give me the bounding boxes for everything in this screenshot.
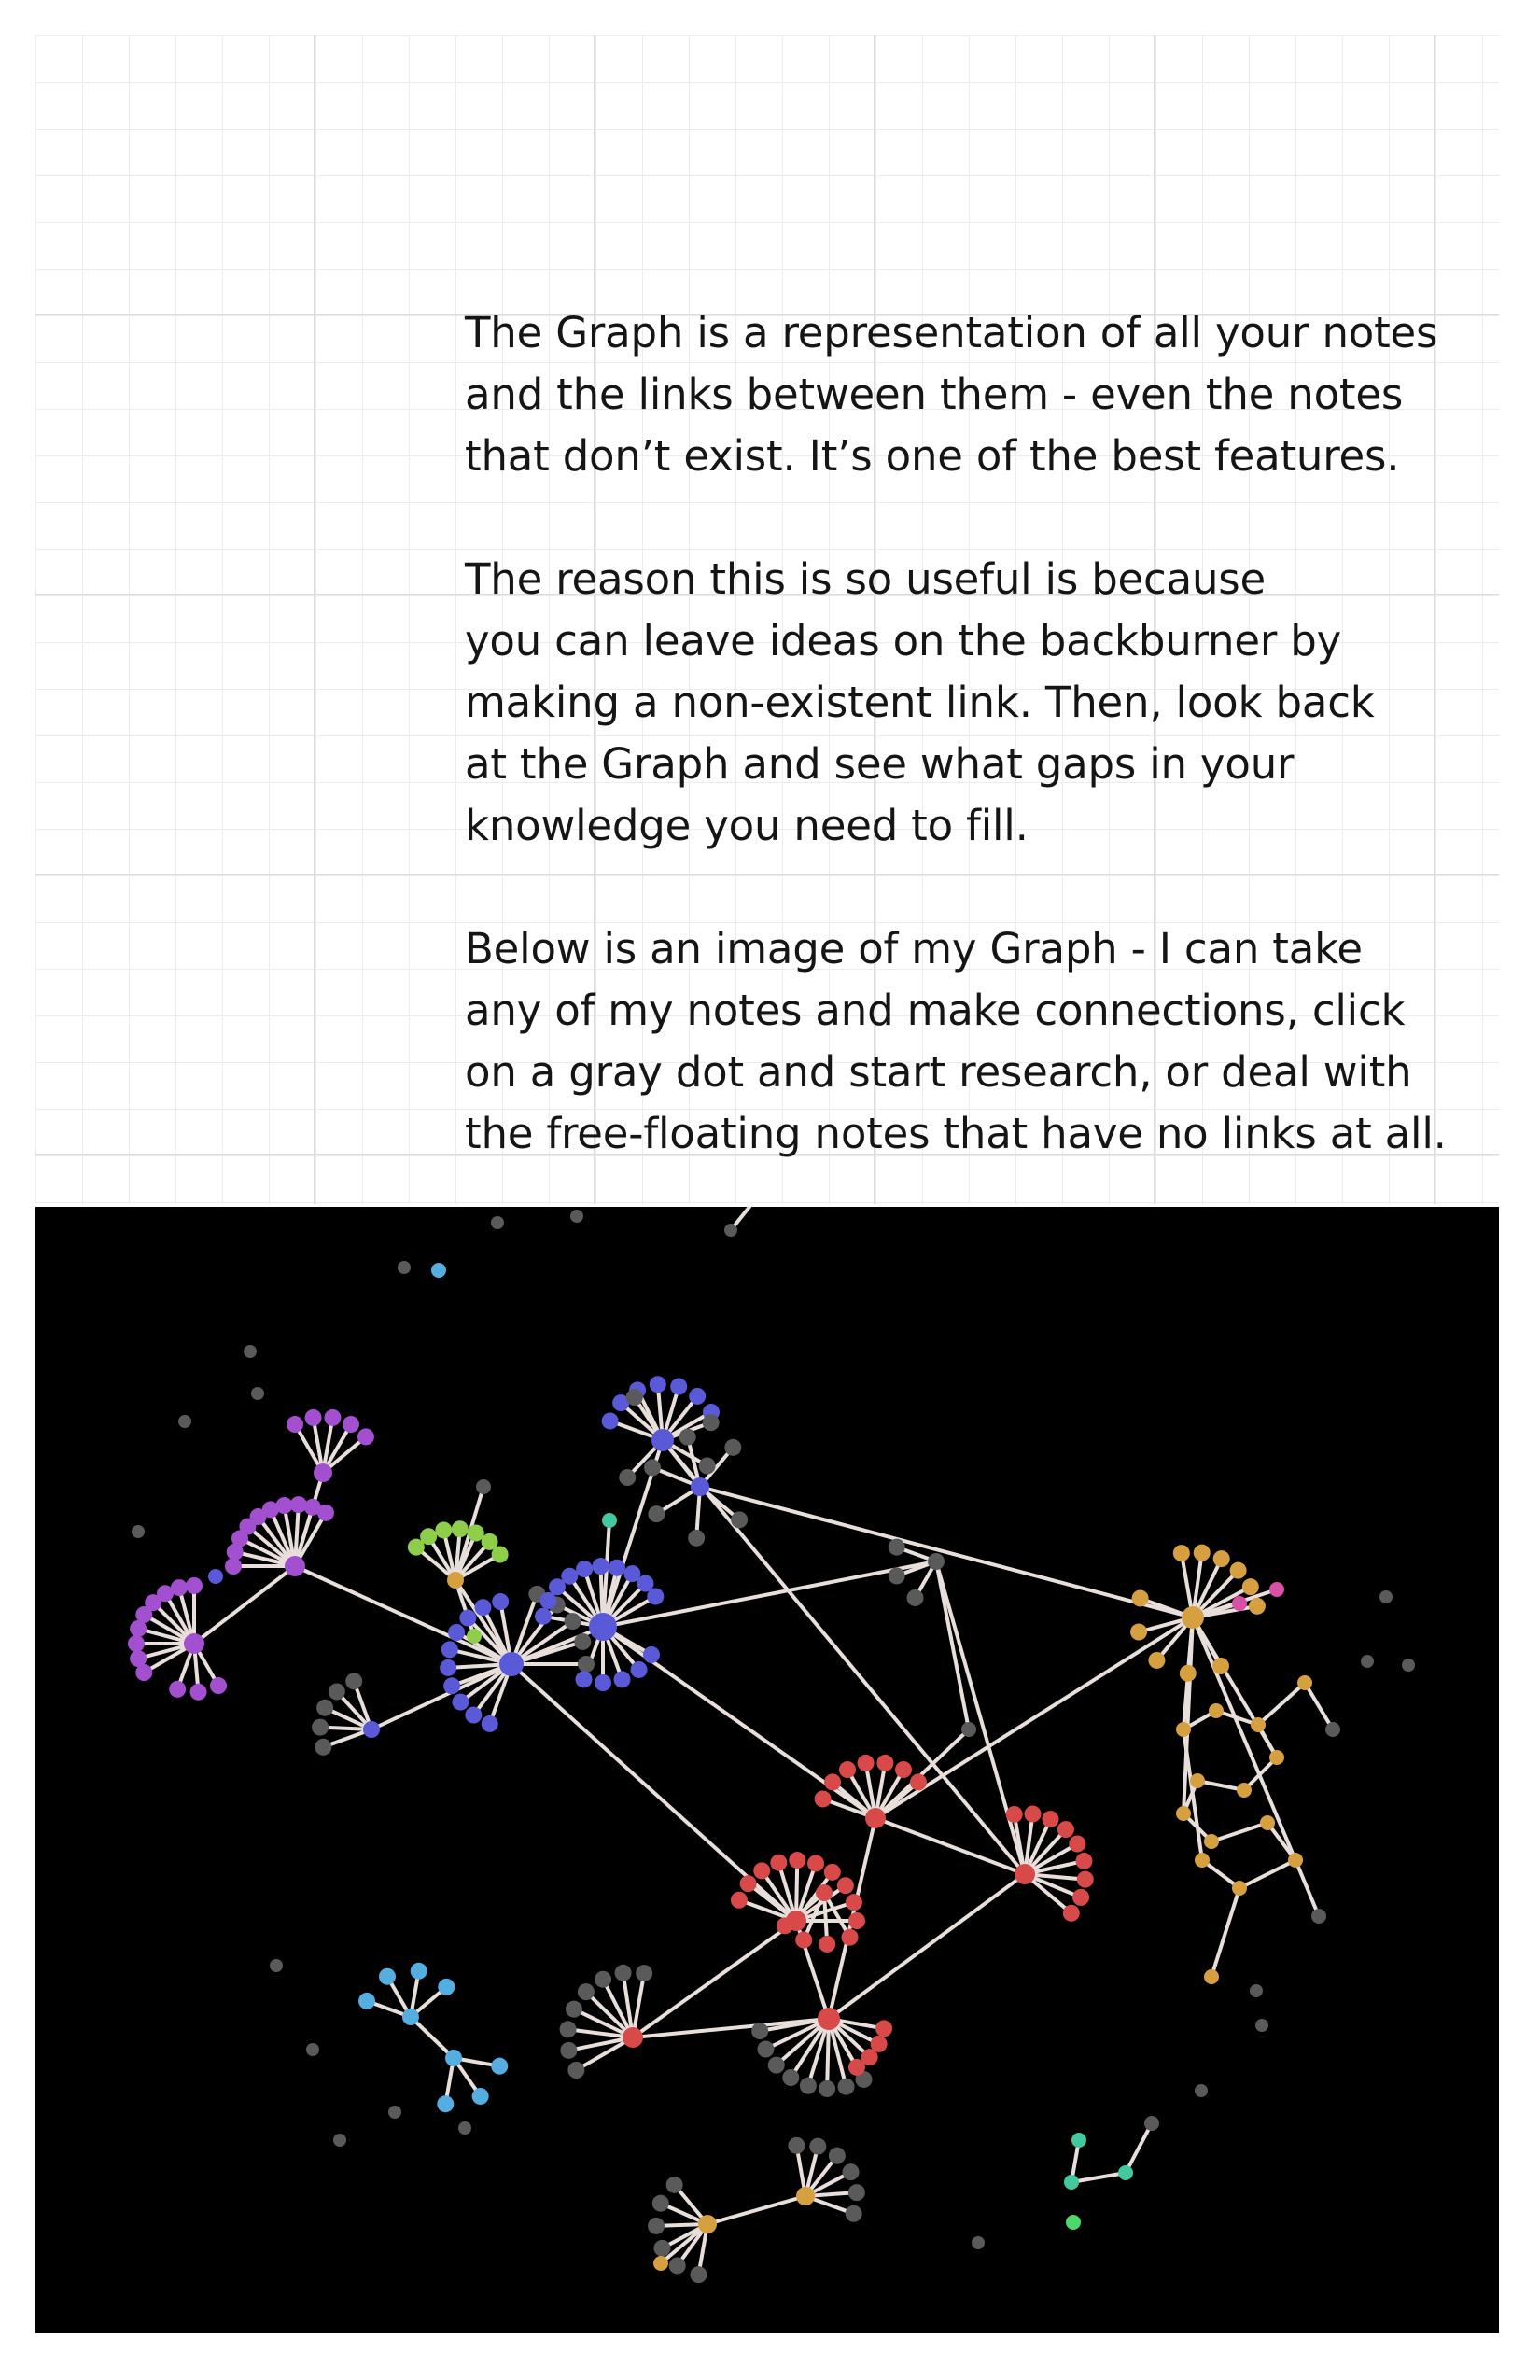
graph-node — [602, 1412, 619, 1429]
graph-node — [316, 1700, 333, 1716]
text-line: at the Graph and see what gaps in your — [465, 739, 1295, 789]
graph-node — [626, 1389, 643, 1406]
graph-node — [688, 1530, 705, 1547]
graph-node — [1064, 2175, 1079, 2190]
graph-link — [875, 1729, 969, 1818]
graph-view-image — [35, 1207, 1499, 2333]
graph-node — [1212, 1658, 1229, 1674]
graph-link — [1183, 1729, 1202, 1860]
graph-node — [895, 1761, 912, 1778]
graph-node — [574, 1633, 591, 1650]
graph-link — [1295, 1860, 1319, 1916]
graph-network — [35, 1207, 1499, 2333]
graph-node — [1176, 1806, 1191, 1821]
graph-node — [753, 1862, 770, 1879]
graph-node — [910, 1773, 927, 1790]
graph-hub-node — [447, 1572, 464, 1589]
graph-node — [724, 1224, 737, 1237]
graph-node — [846, 1894, 862, 1911]
graph-node — [731, 1511, 748, 1528]
graph-link — [1211, 1888, 1239, 1977]
graph-node — [578, 1656, 595, 1673]
graph-node — [472, 2088, 489, 2105]
graph-node — [317, 1505, 334, 1521]
graph-node — [1311, 1909, 1326, 1924]
paragraph-graph-intro — [465, 302, 1491, 487]
graph-node — [815, 1790, 832, 1807]
graph-node — [276, 1497, 293, 1514]
graph-hub-node — [445, 2050, 462, 2066]
graph-hub-node — [499, 1652, 524, 1676]
graph-node — [1325, 1722, 1340, 1737]
graph-link — [1126, 2123, 1152, 2173]
graph-node — [1132, 1589, 1149, 1606]
graph-link — [1193, 1617, 1295, 1860]
graph-node — [1071, 2133, 1086, 2148]
floating-note-node — [388, 2106, 401, 2119]
graph-node — [666, 2177, 683, 2193]
graph-node — [128, 1635, 145, 1652]
floating-note-node — [458, 2121, 471, 2135]
graph-node — [631, 1661, 648, 1678]
graph-node — [312, 1719, 329, 1736]
graph-node — [560, 2021, 577, 2037]
graph-node — [1230, 1562, 1247, 1579]
graph-node — [560, 2042, 577, 2059]
graph-hub-node — [1182, 1606, 1204, 1629]
graph-node — [1148, 1652, 1165, 1669]
graph-node — [842, 1929, 859, 1946]
graph-hub-node — [1015, 1864, 1035, 1884]
graph-link — [1211, 1823, 1267, 1841]
graph-node — [829, 2148, 846, 2164]
graph-node — [343, 1416, 359, 1433]
graph-node — [1242, 1578, 1259, 1595]
graph-node — [190, 1684, 207, 1701]
graph-node — [652, 2195, 669, 2212]
graph-node — [1204, 1834, 1219, 1849]
paragraph-why-useful — [465, 549, 1491, 857]
graph-node — [329, 1683, 345, 1700]
graph-node — [1180, 1665, 1197, 1682]
graph-node — [592, 1558, 609, 1575]
graph-node — [848, 1912, 865, 1929]
graph-hub-node — [363, 1721, 380, 1738]
graph-hub-node — [818, 2008, 840, 2030]
text-line: you can leave ideas on the backburner by — [465, 616, 1342, 665]
graph-node — [843, 2163, 860, 2180]
article-text — [465, 302, 1491, 1165]
floating-note-node — [570, 1210, 583, 1223]
graph-node — [703, 1414, 720, 1431]
graph-edges — [136, 1207, 1333, 2275]
graph-node — [492, 1593, 509, 1610]
graph-node — [1063, 1905, 1080, 1922]
floating-note-node — [208, 1569, 223, 1584]
graph-node — [788, 2137, 805, 2154]
text-line: on a gray dot and start research, or deal with — [465, 1047, 1412, 1097]
graph-link — [936, 1561, 969, 1729]
graph-node — [839, 1761, 856, 1778]
graph-node — [1195, 1853, 1210, 1868]
graph-node — [819, 1936, 835, 1953]
graph-node — [679, 1429, 696, 1446]
graph-node — [287, 1416, 303, 1433]
graph-node — [647, 1589, 664, 1605]
graph-node — [186, 1577, 203, 1594]
graph-node — [210, 1677, 227, 1694]
graph-node — [907, 1589, 924, 1606]
graph-node — [848, 2184, 865, 2201]
floating-note-node — [491, 1216, 504, 1229]
floating-note-node — [1195, 2084, 1208, 2097]
graph-link — [707, 2196, 805, 2224]
graph-node — [731, 1892, 748, 1909]
graph-hub-node — [589, 1613, 617, 1641]
graph-node — [345, 1673, 362, 1689]
graph-node — [848, 2059, 865, 2076]
graph-node — [1144, 2116, 1159, 2131]
graph-node — [465, 1707, 482, 1724]
graph-node — [437, 2095, 454, 2112]
graph-node — [539, 1592, 556, 1609]
graph-node — [643, 1646, 660, 1663]
graph-node — [1237, 1783, 1252, 1798]
floating-note-node — [1250, 1984, 1263, 1997]
graph-node — [757, 2041, 774, 2058]
graph-node — [724, 1439, 741, 1456]
graph-node — [876, 1755, 893, 1771]
text-line: The Graph is a representation of all your notes — [465, 308, 1438, 357]
floating-note-node — [306, 2043, 319, 2056]
text-line: that don’t exist. It’s one of the best features. — [465, 431, 1400, 481]
floating-note-node — [270, 1959, 283, 1972]
graph-node — [751, 2023, 768, 2039]
graph-node — [290, 1496, 307, 1513]
graph-node — [1069, 1836, 1085, 1853]
graph-node — [1204, 1969, 1219, 1984]
graph-node — [467, 1629, 482, 1644]
graph-node — [474, 1599, 491, 1616]
graph-node — [1251, 1717, 1266, 1732]
graph-node — [225, 1558, 242, 1575]
graph-link — [1193, 1617, 1277, 1757]
paragraph-image-caption — [465, 918, 1491, 1165]
text-line: Below is an image of my Graph - I can take — [465, 924, 1363, 973]
graph-node — [1173, 1545, 1190, 1561]
graph-node — [824, 1864, 841, 1881]
floating-note-node — [1361, 1655, 1374, 1668]
graph-node — [824, 1773, 841, 1790]
graph-node — [648, 2218, 665, 2234]
graph-link — [411, 2017, 454, 2058]
graph-node — [1057, 1821, 1074, 1838]
graph-hub-node — [796, 2187, 815, 2205]
graph-node — [1209, 1703, 1224, 1718]
graph-node — [699, 1458, 716, 1475]
graph-node — [837, 1877, 854, 1894]
graph-node — [1213, 1550, 1230, 1567]
graph-node — [609, 1560, 625, 1576]
graph-node — [1297, 1675, 1312, 1690]
graph-node — [441, 1641, 458, 1658]
graph-node — [561, 1568, 578, 1585]
graph-node — [1072, 1889, 1089, 1906]
graph-node — [670, 1379, 687, 1395]
graph-node — [782, 2069, 799, 2086]
graph-node — [411, 1963, 427, 1980]
graph-hub-node — [402, 2009, 419, 2025]
graph-node — [1118, 2165, 1133, 2180]
graph-node — [171, 1579, 188, 1596]
floating-note-node — [333, 2134, 346, 2147]
graph-node — [476, 1479, 491, 1494]
graph-link — [633, 1921, 796, 2037]
graph-node — [1077, 1871, 1094, 1888]
graph-hub-node — [816, 1884, 833, 1901]
graph-node — [459, 1610, 476, 1627]
floating-note-node — [1379, 1590, 1393, 1603]
graph-link — [1239, 1860, 1295, 1888]
graph-node — [648, 1505, 665, 1522]
graph-node — [777, 1917, 793, 1934]
text-line: making a non-existent link. Then, look back — [465, 678, 1375, 727]
graph-node — [130, 1650, 147, 1667]
graph-node — [492, 1547, 509, 1563]
floating-note-node — [398, 1261, 411, 1274]
graph-node — [602, 1513, 617, 1528]
graph-hub-node — [651, 1429, 674, 1451]
graph-node — [889, 1539, 905, 1556]
graph-node — [889, 1567, 905, 1584]
graph-node — [452, 1520, 469, 1537]
graph-node — [566, 2001, 582, 2018]
graph-node — [768, 2057, 785, 2074]
graph-node — [468, 1524, 484, 1541]
graph-node — [595, 1674, 611, 1691]
graph-node — [644, 1459, 661, 1476]
graph-node — [1194, 1545, 1211, 1561]
graph-node — [614, 1671, 631, 1687]
graph-node — [578, 1983, 595, 2000]
graph-node — [1024, 1806, 1041, 1823]
graph-node — [740, 1875, 757, 1892]
graph-node — [819, 2080, 835, 2097]
graph-node — [650, 1376, 666, 1393]
floating-note-node — [972, 2236, 985, 2249]
graph-node — [315, 1739, 331, 1756]
graph-node — [358, 1993, 375, 2009]
text-line: any of my notes and make connections, click — [465, 986, 1406, 1035]
graph-node — [438, 1979, 455, 1995]
floating-note-node — [251, 1387, 264, 1400]
graph-node — [1190, 1773, 1205, 1788]
graph-link — [1305, 1683, 1333, 1729]
text-line: the free-floating notes that have no links at all. — [465, 1109, 1447, 1158]
floating-note-node — [178, 1415, 191, 1428]
graph-hub-node — [691, 1477, 709, 1496]
graph-hub-node — [623, 2027, 643, 2048]
graph-node — [653, 2240, 670, 2257]
graph-node — [961, 1722, 976, 1737]
graph-node — [789, 1852, 805, 1869]
graph-node — [1232, 1881, 1247, 1896]
graph-node — [1269, 1582, 1284, 1597]
graph-link — [1071, 2173, 1126, 2182]
graph-hub-node — [184, 1633, 204, 1654]
graph-node — [1232, 1596, 1247, 1611]
graph-node — [1006, 1806, 1023, 1823]
graph-node — [690, 2266, 707, 2283]
floating-note-node — [1402, 1659, 1415, 1672]
graph-node — [452, 1694, 469, 1711]
floating-note-node — [1255, 2019, 1268, 2032]
graph-node — [1260, 1815, 1275, 1830]
graph-node — [619, 1469, 636, 1486]
graph-node — [858, 1755, 875, 1771]
graph-node — [576, 1561, 593, 1577]
floating-note-node — [431, 1263, 446, 1278]
text-line: knowledge you need to fill. — [465, 801, 1029, 850]
graph-link — [1258, 1683, 1305, 1725]
graph-node — [448, 1624, 465, 1641]
graph-node — [800, 2078, 817, 2094]
graph-hub-node — [928, 1553, 945, 1570]
graph-node — [535, 1608, 552, 1625]
graph-node — [357, 1428, 374, 1445]
graph-hub-node — [314, 1463, 332, 1482]
graph-node — [1075, 1853, 1092, 1869]
graph-hub-node — [698, 2215, 717, 2233]
floating-note-node — [244, 1345, 257, 1358]
graph-node — [770, 1855, 787, 1871]
graph-hub-node — [865, 1808, 886, 1828]
text-line: The reason this is so useful is because — [465, 554, 1267, 604]
graph-link — [663, 1440, 1025, 1874]
graph-node — [482, 1715, 498, 1732]
graph-node — [795, 1932, 812, 1949]
graph-node — [440, 1659, 456, 1676]
graph-node — [1288, 1853, 1303, 1868]
graph-node — [1066, 2215, 1081, 2230]
graph-node — [420, 1528, 437, 1545]
graph-node — [1130, 1624, 1147, 1641]
graph-link — [936, 1561, 1025, 1874]
graph-node — [565, 1613, 581, 1630]
graph-node — [491, 2058, 508, 2075]
graph-node — [305, 1409, 322, 1426]
graph-node — [1249, 1598, 1266, 1615]
graph-node — [575, 1671, 592, 1687]
graph-node — [379, 1968, 396, 1985]
graph-node — [615, 1965, 632, 1981]
graph-node — [443, 1677, 460, 1694]
graph-hub-node — [285, 1556, 305, 1576]
graph-node — [636, 1965, 652, 1981]
graph-node — [169, 1681, 186, 1698]
graph-node — [1042, 1811, 1058, 1827]
graph-node — [1176, 1722, 1191, 1737]
graph-node — [807, 1855, 824, 1872]
graph-node — [653, 2256, 668, 2271]
graph-node — [875, 2020, 892, 2037]
graph-node — [595, 1971, 611, 1988]
text-line: and the links between them - even the notes — [465, 370, 1404, 419]
graph-node — [324, 1409, 341, 1426]
graph-node — [809, 2138, 826, 2155]
graph-node — [567, 2062, 584, 2079]
graph-node — [838, 2079, 855, 2095]
graph-node — [1269, 1750, 1284, 1765]
graph-node — [689, 1388, 706, 1405]
graph-node — [846, 2205, 862, 2222]
graph-node — [669, 2257, 686, 2274]
graph-node — [435, 1521, 452, 1538]
floating-note-node — [132, 1525, 145, 1538]
